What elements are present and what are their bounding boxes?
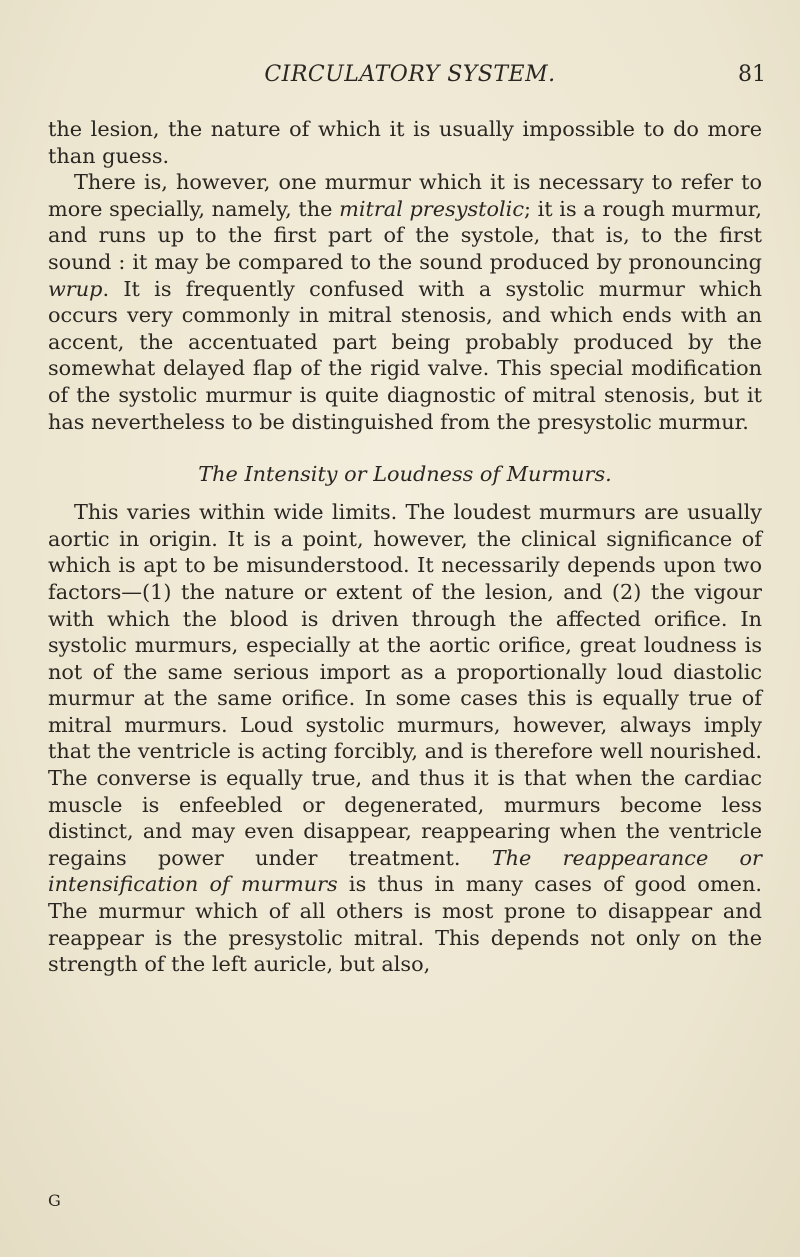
paragraph-intensity — [48, 499, 762, 978]
body-text — [0, 116, 800, 978]
text-run: There is, however, one murmur which it is necessary to refer to more specially, namely, the — [48, 170, 762, 221]
page-header — [0, 62, 800, 92]
emphasis-wrup: wrup — [48, 276, 103, 301]
running-head: CIRCULATORY SYSTEM. — [264, 62, 556, 87]
page-number: 81 — [738, 62, 766, 87]
paragraph-mitral-presystolic — [48, 169, 762, 435]
section-heading: The Intensity or Loudness of Murmurs. — [198, 462, 612, 487]
text-run: This varies within wide limits. The loudest murmurs are usually aortic in origin. It is a point, however, the clinical significance of which is apt to be misunderstood. It necessarily depends upon two factors—(1) the nature or extent of the lesion, and (2) the vigour with which the blood is driven through the affected orifice. In systolic murmurs, especially at the aortic orifice, great loudness is not of the same serious import as a proportionally loud diastolic murmur at the same orifice. In some cases this is equally true of mitral murmurs. Loud systolic murmurs, however, always imply that the ventricle is acting forcibly, and is therefore well nourished. The converse is equally true, and thus it is that when the cardiac muscle is enfeebled or degenerated, murmurs become less distinct, and may even disappear, reappearing when the ventricle regains power under treatment. — [48, 500, 762, 870]
emphasis-reappearance: The reappearance or intensification of murmurs — [48, 845, 762, 897]
paragraph-continued: the lesion, the nature of which it is usually impossible to do more than guess. — [48, 117, 762, 168]
text-run: is thus in many cases of good omen. The murmur which of all others is most prone to disappear and reappear is the presystolic mitral. This depends not only on the strength of the left auricle, but also, — [48, 872, 762, 977]
signature-mark: G — [48, 1191, 61, 1210]
text-run: . It is frequently confused with a systolic murmur which occurs very commonly in mitral stenosis, and which ends with an accent, the accentuated part being probably produced by the somewhat delayed flap of the rigid valve. This special modification of the systolic murmur is quite diagnostic of mitral stenosis, but it has nevertheless to be distinguished from the presystolic murmur. — [48, 276, 762, 434]
text-run: ; it is a rough murmur, and runs up to the first part of the systole, that is, to the first sound : it may be compared to the sound produced by pronouncing — [48, 196, 762, 274]
emphasis-mitral-presystolic: mitral presystolic — [339, 196, 524, 221]
